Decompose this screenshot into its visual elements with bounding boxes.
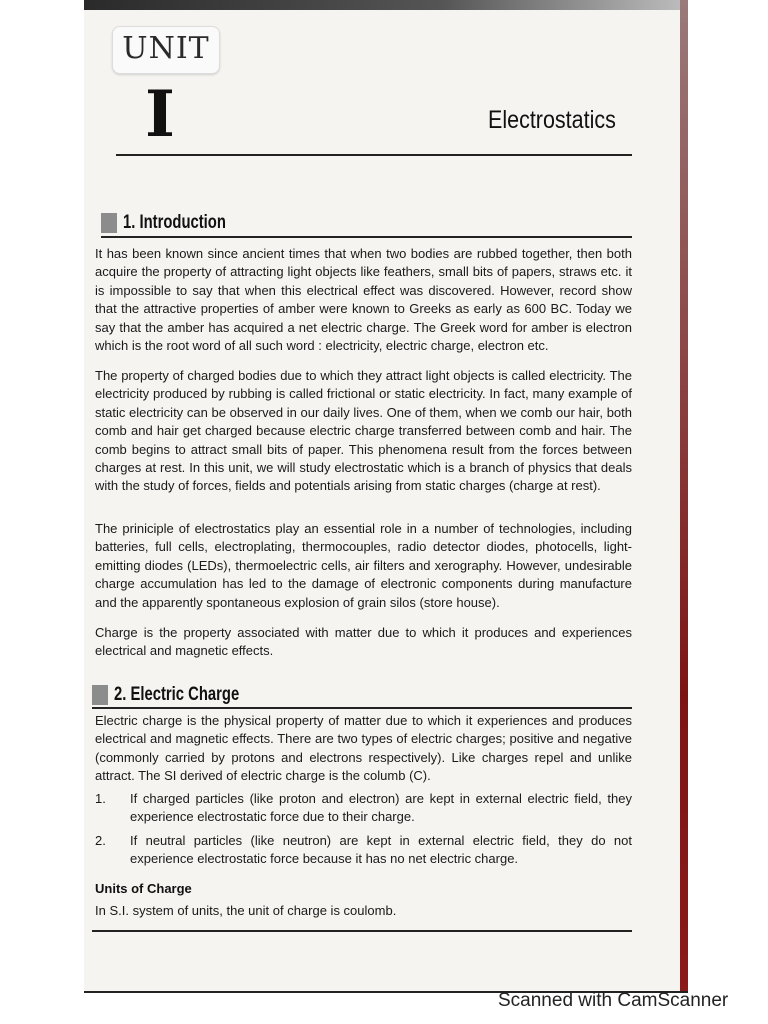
section-rule bbox=[92, 707, 632, 709]
title-rule bbox=[116, 154, 632, 156]
section-square-icon bbox=[92, 685, 108, 705]
section-heading-electric-charge: 2. Electric Charge bbox=[92, 684, 275, 706]
chapter-title: Electrostatics bbox=[488, 106, 616, 134]
paragraph: It has been known since ancient times that when two bodies are rubbed together, then both acquire the property of attracting light objects like feathers, small bits of papers, straws etc. it is impossible to say that when this electrical effect was discovered. However, record show that the attractive properties of amber were known to Greeks as early as 600 BC. Today we say that the amber has acquired a net electric charge. The Greek word for amber is electron which is the root word of all such word : electricity, electric charge, electron etc. bbox=[95, 246, 632, 354]
unit-label: UNIT bbox=[122, 31, 210, 66]
scanner-watermark: Scanned with CamScanner bbox=[498, 990, 729, 1011]
section-heading-introduction: 1. Introduction bbox=[101, 212, 255, 234]
paragraph: Electric charge is the physical property of matter due to which it experiences and produces electrical and magnetic effects. There are two types of electric charges; positive and negative (commonly carried by protons and electrons respectively). Like charges repel and unlike attract. The SI derived of electric charge is the columb (C). bbox=[95, 713, 632, 784]
units-of-charge-text: In S.I. system of units, the unit of charge is coulomb. bbox=[95, 903, 397, 918]
book-spine-edge bbox=[680, 0, 688, 992]
paragraph: The property of charged bodies due to which they attract light objects is called electricity. The electricity produced by rubbing is called frictional or static electricity. In fact, many example of static electricity can be observed in our daily lives. One of them, when we comb our hair, both comb and hair get charged because electric charge transferred between comb and hair. The comb begins to attract small bits of paper. This phenomena result from the forces between charges at rest. In this unit, we will study electrostatic which is a branch of physics that deals with the study of forces, fields and potentials arising from static charges (charge at rest). bbox=[95, 368, 632, 494]
bottom-rule bbox=[92, 930, 632, 932]
section-rule bbox=[101, 236, 632, 238]
paragraph: Charge is the property associated with matter due to which it produces and experiences electrical and magnetic effects. bbox=[95, 625, 632, 659]
units-of-charge-heading: Units of Charge bbox=[95, 881, 192, 896]
unit-badge bbox=[112, 26, 220, 74]
section-square-icon bbox=[101, 213, 117, 233]
page-top-edge bbox=[84, 0, 680, 10]
paragraph: The priniciple of electrostatics play an essential role in a number of technologies, including batteries, full cells, electroplating, thermocouples, radio detector diodes, photocells, light-emitting diodes (LEDs), thermoelectric cells, air filters and xerography. However, undesirable charge accumulation has led to the damage of electronic components during manufacture and the apparently spontaneous explosion of grain silos (store house). bbox=[95, 521, 632, 610]
unit-number: I bbox=[145, 77, 175, 152]
